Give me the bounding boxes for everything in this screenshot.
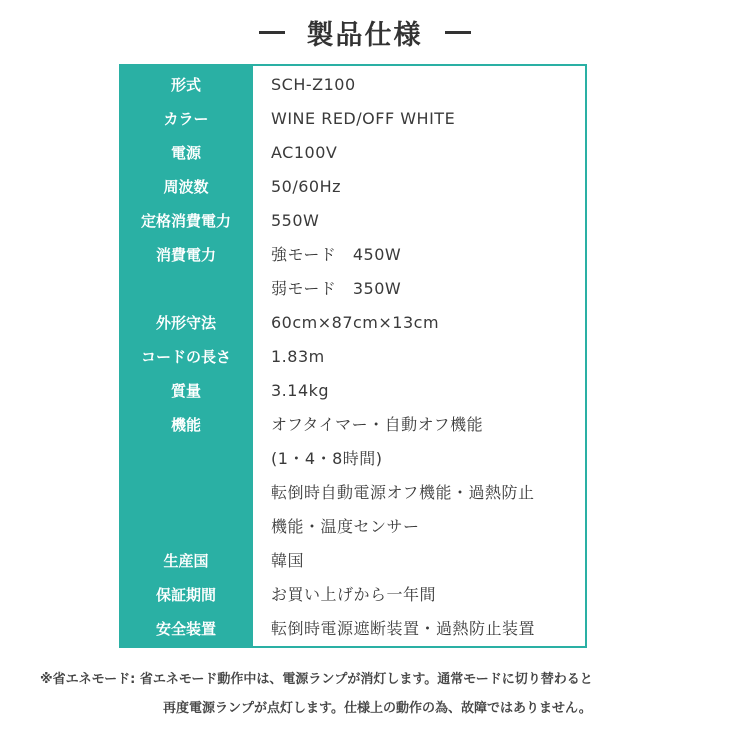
spec-value: オフタイマー・自動オフ機能 <box>271 415 484 434</box>
spec-label: コードの長さ <box>140 348 231 366</box>
spec-label: 周波数 <box>163 178 209 196</box>
spec-row-country <box>121 544 585 578</box>
spec-row-features-cont <box>121 442 585 476</box>
spec-value: 3.14kg <box>271 381 330 400</box>
spec-row-model <box>121 68 585 102</box>
spec-value: 韓国 <box>271 551 305 570</box>
spec-row-safety <box>121 612 585 646</box>
spec-label: 電源 <box>170 144 201 162</box>
spec-value: 機能・温度センサー <box>271 517 420 536</box>
spec-row-features <box>121 408 585 442</box>
spec-label: 生産国 <box>163 552 209 570</box>
title-dash-right <box>445 31 471 34</box>
title-dash-left <box>259 31 285 34</box>
spec-label: 定格消費電力 <box>140 212 231 230</box>
spec-row-rated-power <box>121 204 585 238</box>
spec-value: 550W <box>271 211 320 230</box>
spec-row-warranty <box>121 578 585 612</box>
spec-label: 保証期間 <box>155 586 216 604</box>
spec-row-weight <box>121 374 585 408</box>
spec-value: SCH-Z100 <box>271 75 356 94</box>
spec-value: お買い上げから一年間 <box>271 585 437 604</box>
spec-row-features-cont <box>121 510 585 544</box>
spec-table <box>119 64 587 648</box>
spec-value: 転倒時自動電源オフ機能・過熱防止 <box>271 483 535 502</box>
spec-row-dimensions <box>121 306 585 340</box>
footnote-line-1: ※省エネモード: 省エネモード動作中は、電源ランプが消灯します。通常モードに切り替わると <box>40 672 593 687</box>
footnote-line-2: 再度電源ランプが点灯します。仕様上の動作の為、故障ではありません。 <box>163 701 592 716</box>
spec-row-color <box>121 102 585 136</box>
spec-label: 消費電力 <box>155 246 216 264</box>
spec-row-features-cont <box>121 476 585 510</box>
page-title: 製品仕様 <box>306 19 423 51</box>
spec-row-power-source <box>121 136 585 170</box>
spec-value: 60cm×87cm×13cm <box>271 313 440 332</box>
spec-value: WINE RED/OFF WHITE <box>271 109 456 128</box>
spec-value: 弱モード 350W <box>271 279 402 298</box>
spec-row-power-consumption-cont <box>121 272 585 306</box>
spec-row-frequency <box>121 170 585 204</box>
spec-label: 外形守法 <box>155 314 216 332</box>
spec-label: 機能 <box>170 416 201 434</box>
spec-label: 形式 <box>170 76 201 94</box>
spec-row-power-consumption <box>121 238 585 272</box>
title-row <box>0 12 729 52</box>
spec-value: 強モード 450W <box>271 245 402 264</box>
spec-label: 質量 <box>170 382 201 400</box>
spec-label: カラー <box>163 110 209 128</box>
spec-value: 50/60Hz <box>271 177 342 196</box>
spec-value: 1.83m <box>271 347 325 366</box>
spec-value: AC100V <box>271 143 338 162</box>
spec-value: (1・4・8時間) <box>271 449 383 468</box>
spec-label: 安全装置 <box>155 620 216 638</box>
spec-row-cord-length <box>121 340 585 374</box>
spec-value: 転倒時電源遮断装置・過熱防止装置 <box>271 619 536 638</box>
